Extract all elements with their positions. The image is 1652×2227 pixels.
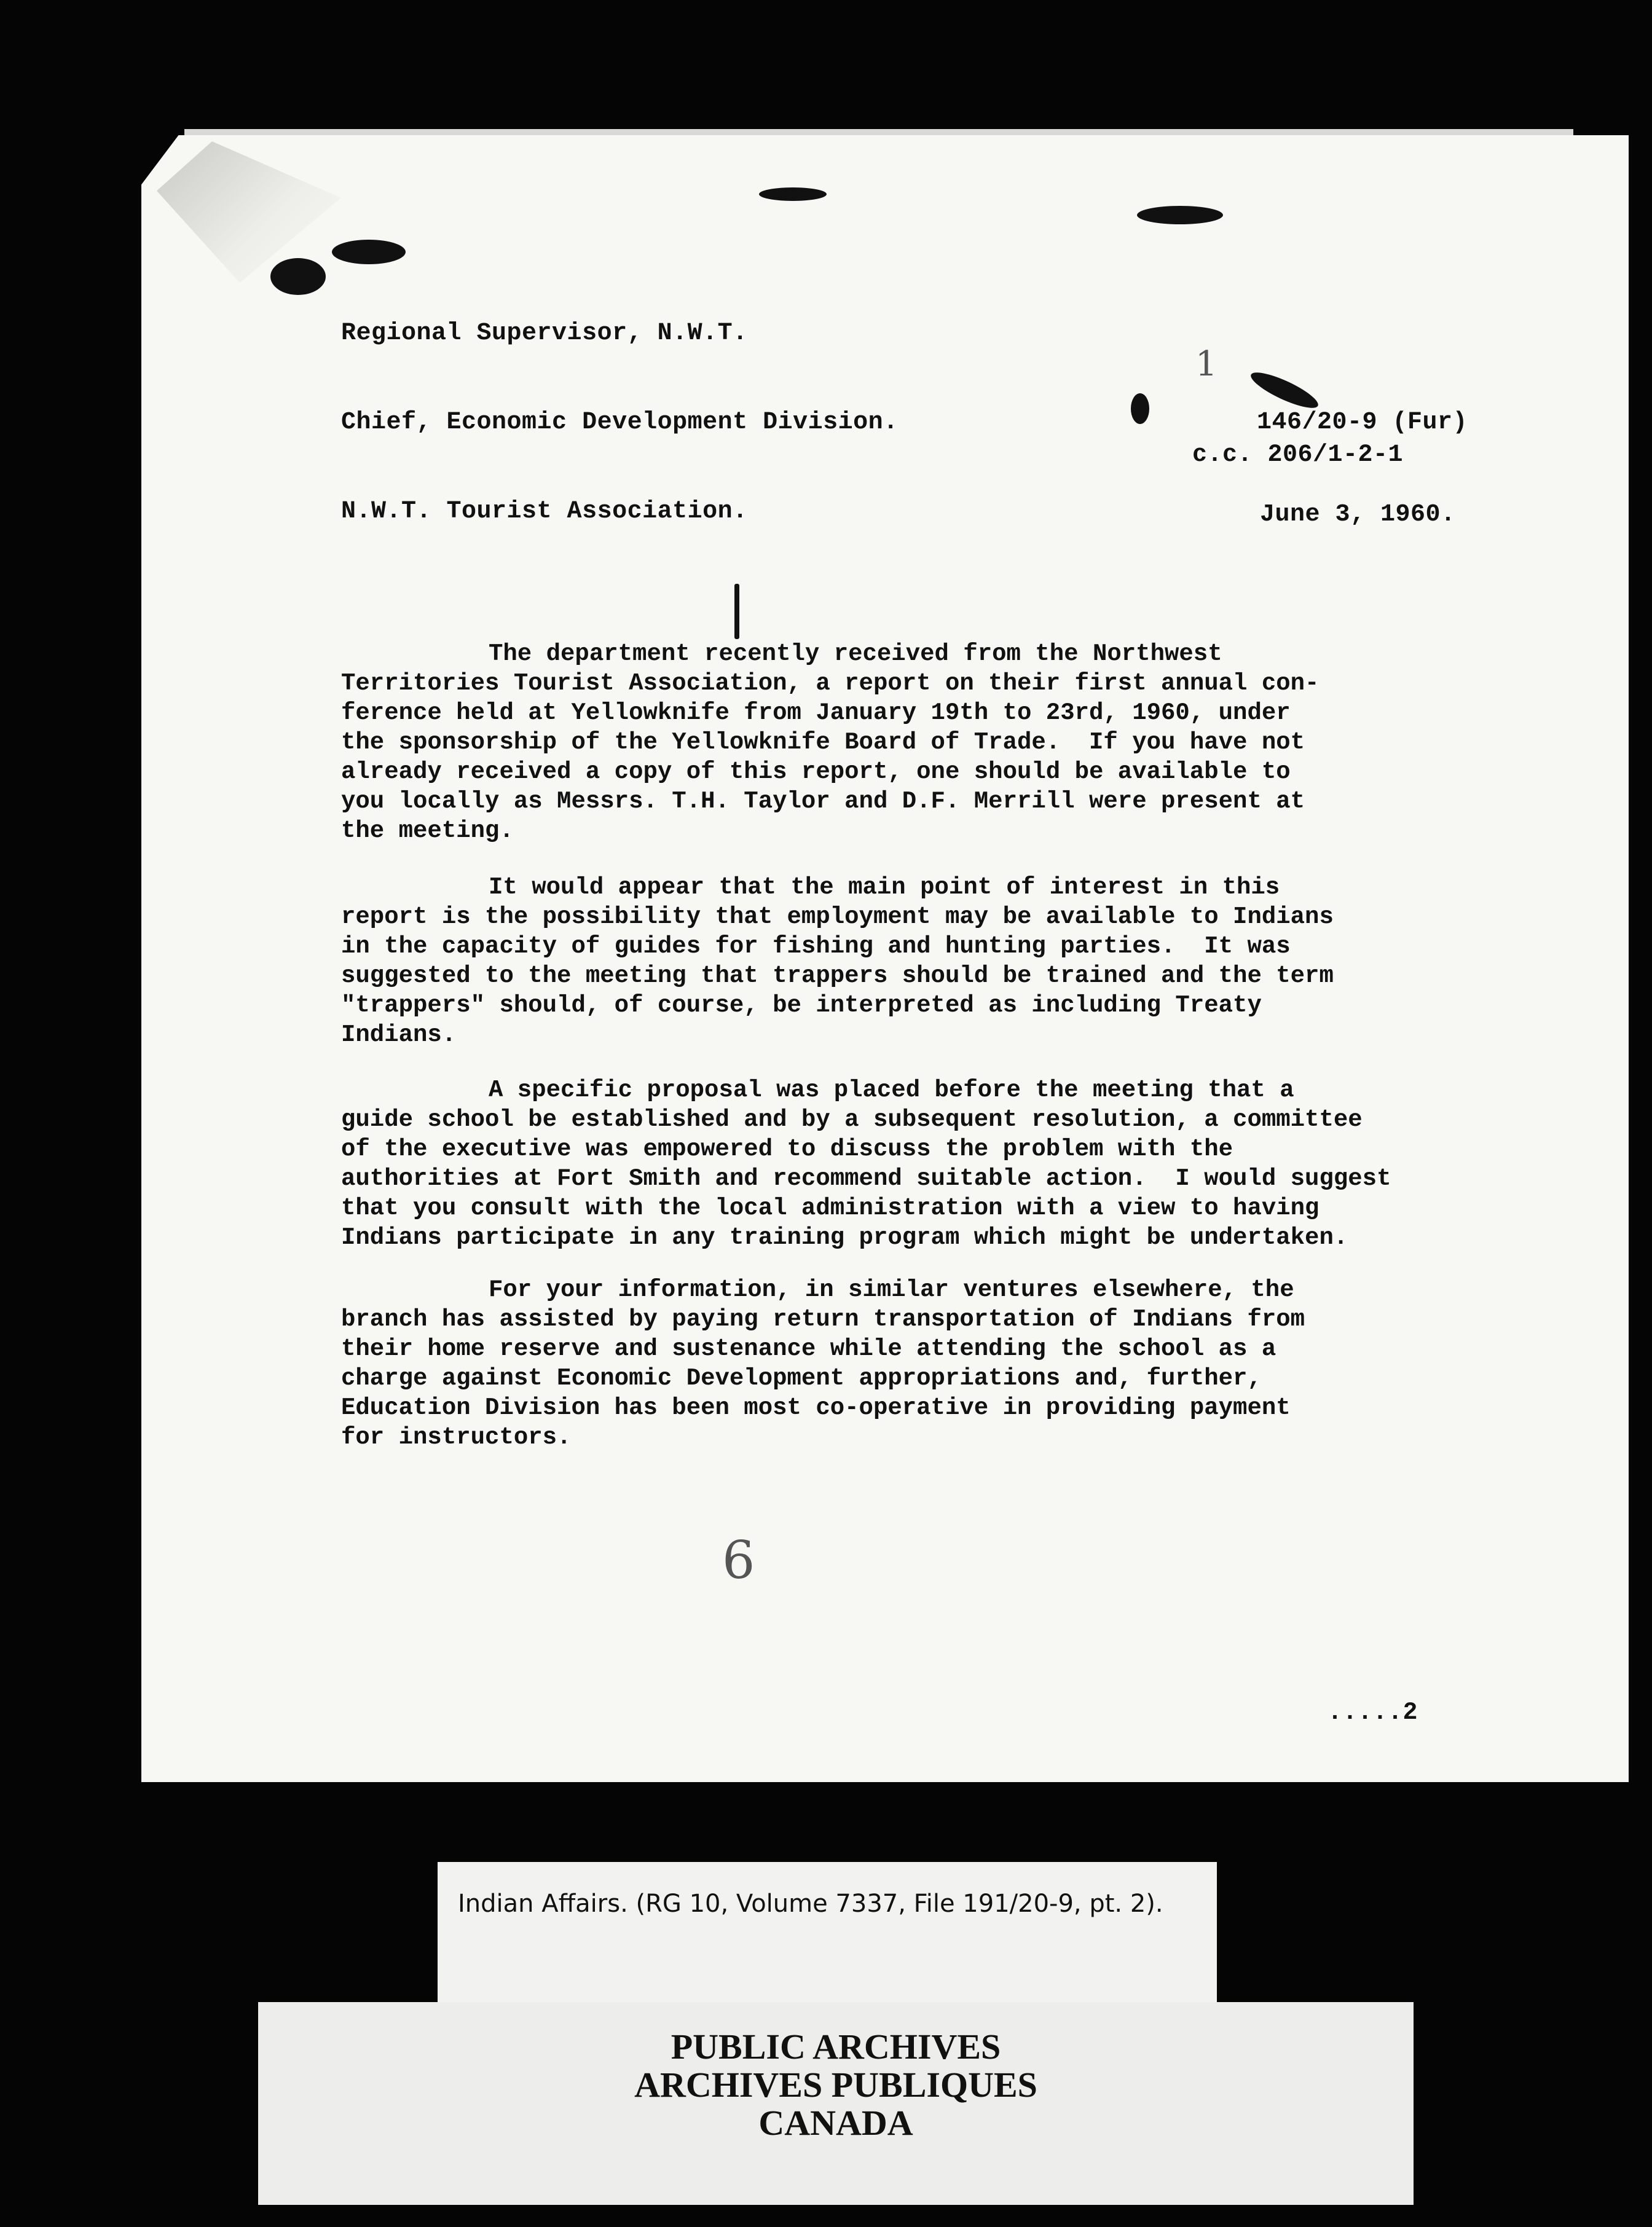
handwritten-margin-mark: 1 (1195, 344, 1217, 384)
ink-smudge (759, 187, 827, 201)
ink-smudge (734, 584, 739, 639)
ink-smudge (332, 240, 406, 264)
archive-citation: Indian Affairs. (RG 10, Volume 7337, File 191/20-9, pt. 2). (458, 1890, 1163, 1918)
body-paragraph-3 (341, 1075, 1398, 1252)
paragraph-line: the sponsorship of the Yellowknife Board of Trade. If you have not (341, 729, 1305, 756)
paragraph-line: of the executive was empowered to discuss the problem with the (341, 1136, 1233, 1163)
paragraph-line: Indians. (341, 1021, 457, 1048)
handwritten-page-number: 6 (722, 1530, 755, 1590)
ink-smudge (1131, 393, 1149, 424)
archives-stamp-line3: CANADA (758, 2103, 913, 2143)
paragraph-line: their home reserve and sustenance while attending the school as a (341, 1335, 1276, 1362)
paragraph-line: suggested to the meeting that trappers should be trained and the term (341, 962, 1334, 989)
paragraph-line: Territories Tourist Association, a report on their first annual con- (341, 670, 1320, 697)
page-continuation: .....2 (1328, 1699, 1418, 1727)
paragraph-line: A specific proposal was placed before the meeting that a (489, 1077, 1294, 1104)
paragraph-line: "trappers" should, of course, be interpreted as including Treaty (341, 992, 1262, 1019)
paragraph-line: for instructors. (341, 1424, 572, 1451)
memo-to: Regional Supervisor, N.W.T. (341, 320, 748, 347)
memo-from: Chief, Economic Development Division. (341, 409, 899, 436)
paragraph-line: The department recently received from the Northwest (489, 640, 1222, 667)
paragraph-line: the meeting. (341, 817, 514, 844)
ink-smudge (270, 258, 326, 295)
memo-cc-ref: c.c. 206/1-2-1 (1192, 441, 1404, 469)
body-paragraph-2 (341, 873, 1398, 1050)
paragraph-line: guide school be established and by a subsequent resolution, a committee (341, 1106, 1363, 1133)
paragraph-line: Indians participate in any training program which might be undertaken. (341, 1224, 1348, 1251)
archives-stamp-line1: PUBLIC ARCHIVES (671, 2027, 1001, 2067)
paragraph-line: that you consult with the local administration with a view to having (341, 1195, 1320, 1222)
paragraph-line: authorities at Fort Smith and recommend suitable action. I would suggest (341, 1165, 1391, 1192)
memo-subject: N.W.T. Tourist Association. (341, 498, 748, 525)
paragraph-line: you locally as Messrs. T.H. Taylor and D.F. Merrill were present at (341, 788, 1305, 815)
paragraph-line: charge against Economic Development appropriations and, further, (341, 1365, 1262, 1392)
paragraph-line: For your information, in similar ventures elsewhere, the (489, 1276, 1294, 1303)
paragraph-line: branch has assisted by paying return transportation of Indians from (341, 1306, 1305, 1333)
memo-date: June 3, 1960. (1260, 501, 1456, 528)
ink-smudge (1137, 206, 1223, 224)
paragraph-line: already received a copy of this report, one should be available to (341, 758, 1291, 785)
citation-label (438, 1862, 1217, 2003)
paragraph-line: ference held at Yellowknife from January 19th to 23rd, 1960, under (341, 699, 1291, 726)
paragraph-line: It would appear that the main point of interest in this (489, 874, 1280, 901)
paragraph-line: Education Division has been most co-operative in providing payment (341, 1394, 1291, 1421)
body-paragraph-1 (341, 639, 1398, 846)
paragraph-line: in the capacity of guides for fishing and hunting parties. It was (341, 933, 1291, 960)
archives-stamp-line2: ARCHIVES PUBLIQUES (634, 2065, 1037, 2105)
body-paragraph-4 (341, 1275, 1398, 1452)
paragraph-line: report is the possibility that employment may be available to Indians (341, 903, 1334, 930)
memo-file-ref: 146/20-9 (Fur) (1257, 409, 1468, 436)
